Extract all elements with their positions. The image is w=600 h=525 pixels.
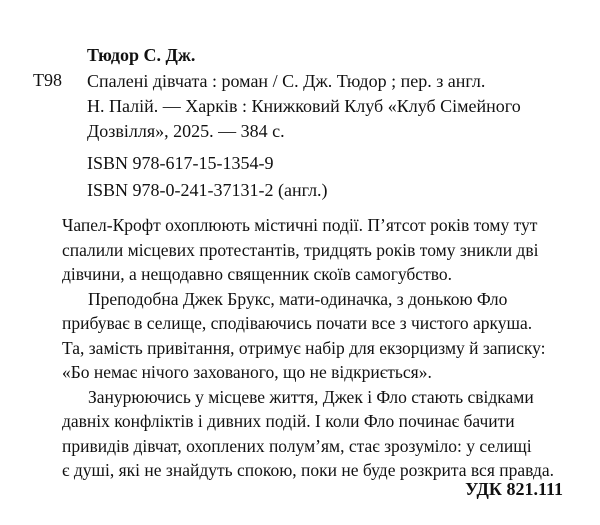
- bibliographic-description: [87, 69, 582, 144]
- annotation-line: «Бо немає нічого захованого, що не відкриється».: [62, 362, 432, 382]
- annotation-line: Преподобна Джек Брукс, мати-одиначка, з донькою Фло: [88, 288, 508, 309]
- annotation-line: дівчини, а нещодавно священник скоїв самогубство.: [62, 264, 452, 284]
- annotation-line: Чапел-Крофт охоплюють містичні події. П’ятсот років тому тут: [62, 215, 538, 235]
- annotation-line: привидів дівчат, охоплених полум’ям, стає зрозуміло: у селищі: [62, 435, 532, 456]
- annotation-line: Занурюючись у місцеве життя, Джек і Фло стають свідками: [88, 386, 534, 407]
- isbn-line: ISBN 978-0-241-37131-2 (англ.): [87, 180, 328, 200]
- annotation-line: прибуває в селище, сподіваючись почати все з чистого аркуша.: [62, 313, 533, 333]
- annotation: [62, 213, 582, 483]
- isbn-line: ISBN 978-617-15-1354-9: [87, 153, 274, 173]
- description-line: Н. Палій. — Харків : Книжковий Клуб «Клуб Сімейного: [87, 96, 521, 116]
- udk-code: УДК 821.111: [465, 479, 563, 499]
- annotation-line: давніх конфліктів і дивних подій. І коли Фло починає бачити: [62, 411, 515, 431]
- author-heading: Тюдор С. Дж.: [87, 45, 196, 65]
- annotation-line: є душі, які не знайдуть спокою, поки не буде розкрита вся правда.: [62, 460, 554, 480]
- isbn-block: [87, 150, 328, 204]
- description-line: Дозвілля», 2025. — 384 с.: [87, 121, 285, 141]
- author-mark-code: Т98: [33, 70, 62, 90]
- annotation-line: спалили місцевих протестантів, тридцять років тому зникли дві: [62, 239, 539, 260]
- annotation-line: Та, замість привітання, отримує набір для екзорцизму й записку:: [62, 337, 546, 358]
- description-line: Спалені дівчата : роман / С. Дж. Тюдор ; пер. з англ.: [87, 71, 486, 91]
